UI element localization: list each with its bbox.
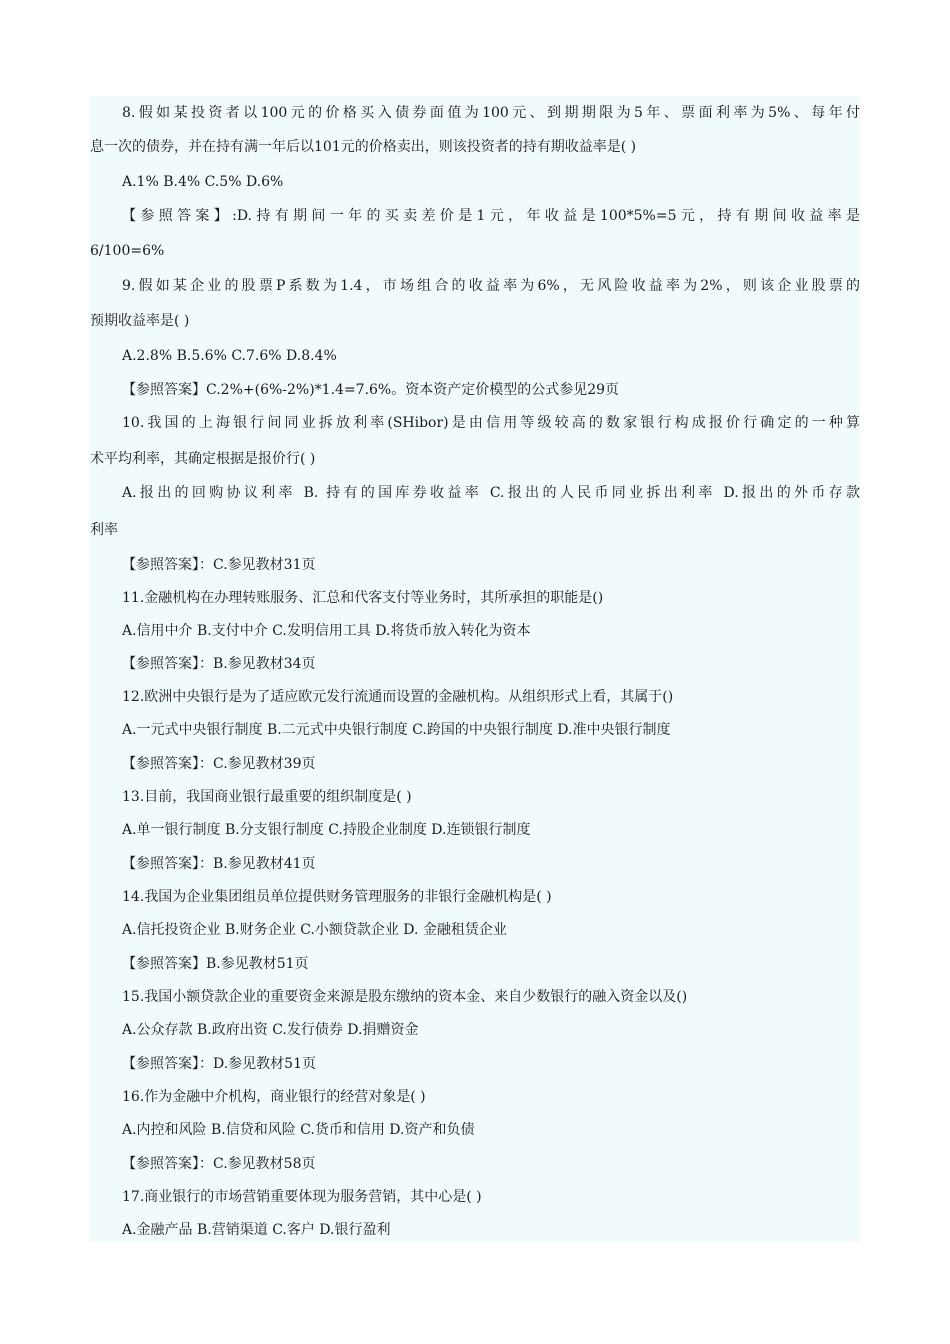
text-line: A.信用中介 B.支付中介 C.发明信用工具 D.将货币放入转化为资本 [122, 623, 531, 639]
text-line: 【参照答案】：C.参见教材31页 [122, 557, 316, 573]
text-line: 【参照答案】：B.参见教材41页 [122, 856, 316, 872]
text-line: 12.欧洲中央银行是为了适应欧元发行流通而设置的金融机构。从组织形式上看，其属于() [122, 689, 674, 705]
text-line: A.金融产品 B.营销渠道 C.客户 D.银行盈利 [122, 1222, 391, 1238]
text-line: 【参照答案】：B.参见教材34页 [122, 656, 316, 672]
text-line: 【参照答案】：C.参见教材39页 [122, 756, 316, 772]
text-line: 15.我国小额贷款企业的重要资金来源是股东缴纳的资本金、来自少数银行的融入资金以及() [122, 989, 688, 1005]
text-line: 16.作为金融中介机构，商业银行的经营对象是( ) [122, 1089, 426, 1105]
text-line: 【参照答案】C.2%+(6%-2%)*1.4=7.6%。资本资产定价模型的公式参见29页 [122, 382, 620, 398]
text-line: 10.我国的上海银行间同业拆放利率(SHibor)是由信用等级较高的数家银行构成报价行确定的一种算 [122, 415, 860, 431]
text-line: 6/100=6% [90, 243, 165, 259]
text-line: 【参照答案】：D.参见教材51页 [122, 1056, 316, 1072]
text-line: 预期收益率是( ) [90, 313, 190, 329]
text-line: 利率 [90, 522, 118, 538]
text-line: 13.目前，我国商业银行最重要的组织制度是( ) [122, 789, 412, 805]
text-line: 【参照答案】:D.持有期间一年的买卖差价是1元，年收益是100*5%=5元，持有期间收益率是 [122, 208, 860, 224]
text-line: 术平均利率，其确定根据是报价行( ) [90, 451, 316, 467]
text-line: 14.我国为企业集团组员单位提供财务管理服务的非银行金融机构是( ) [122, 889, 552, 905]
document-page [90, 96, 860, 1242]
text-line: 【参照答案】：C.参见教材58页 [122, 1156, 316, 1172]
text-line: 8.假如某投资者以100元的价格买入债券面值为100元、到期期限为5年、票面利率为5%、每年付 [122, 105, 860, 121]
text-line: A.单一银行制度 B.分支银行制度 C.持股企业制度 D.连锁银行制度 [122, 822, 531, 838]
text-line: 11.金融机构在办理转账服务、汇总和代客支付等业务时，其所承担的职能是() [122, 590, 604, 606]
text-line: 9.假如某企业的股票P系数为1.4，市场组合的收益率为6%，无风险收益率为2%，则该企业股票的 [122, 278, 860, 294]
text-line: 【参照答案】B.参见教材51页 [122, 956, 309, 972]
text-line: A.2.8% B.5.6% C.7.6% D.8.4% [122, 348, 337, 364]
text-line: A.公众存款 B.政府出资 C.发行债券 D.捐赠资金 [122, 1022, 419, 1038]
text-line: A.1% B.4% C.5% D.6% [122, 174, 284, 190]
text-line: A.信托投资企业 B.财务企业 C.小额贷款企业 D. 金融租赁企业 [122, 922, 507, 938]
text-line: 17.商业银行的市场营销重要体现为服务营销，其中心是( ) [122, 1189, 482, 1205]
text-line: 息一次的债券，并在持有满一年后以101元的价格卖出，则该投资者的持有期收益率是( ) [90, 139, 637, 155]
text-line: A.报出的回购协议利率 B. 持有的国库券收益率 C.报出的人民币同业拆出利率 D.报出的外币存款 [122, 485, 860, 501]
text-line: A.一元式中央银行制度 B.二元式中央银行制度 C.跨国的中央银行制度 D.准中央银行制度 [122, 722, 671, 738]
text-line: A.内控和风险 B.信贷和风险 C.货币和信用 D.资产和负债 [122, 1122, 475, 1138]
